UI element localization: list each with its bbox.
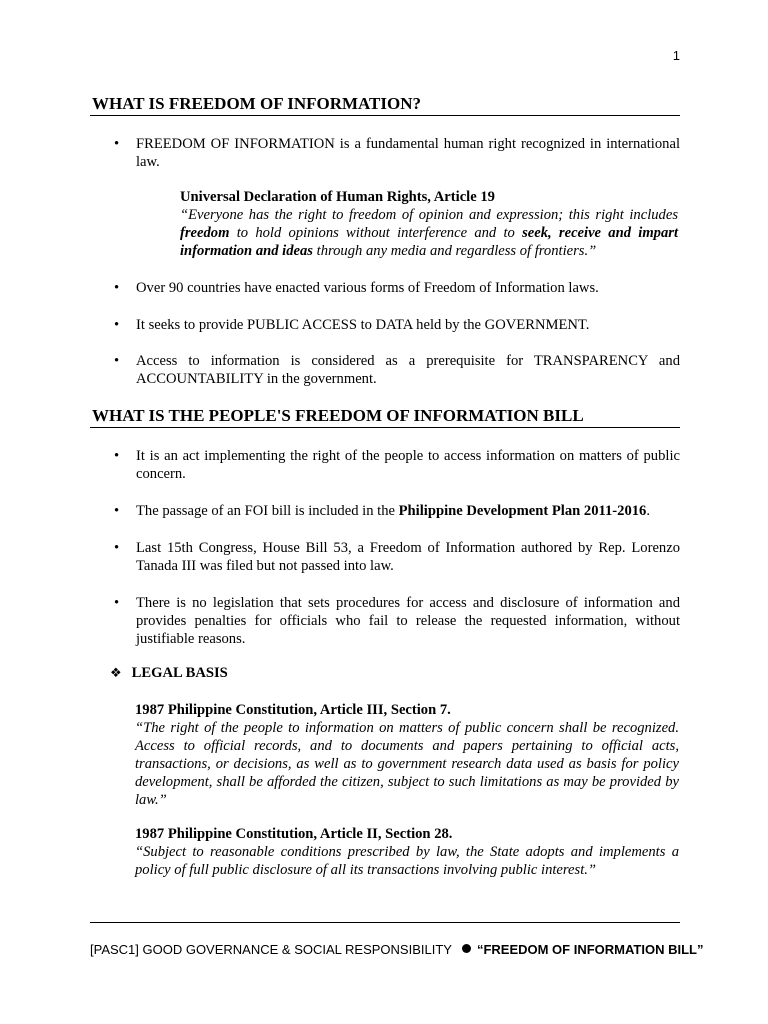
bullet-icon: • <box>114 595 120 611</box>
article-2-quote: “Subject to reasonable conditions prescribed by law, the State adopts and implements a policy of full public disclosure of all its transactions involving public interest.” <box>135 844 679 878</box>
bullet-icon: • <box>114 503 120 519</box>
list-item: • It seeks to provide PUBLIC ACCESS to DATA held by the GOVERNMENT. <box>114 317 590 333</box>
constitution-article-3-block <box>135 701 679 809</box>
four-diamond-bullet-icon: ❖ <box>110 666 122 681</box>
development-plan-name: Philippine Development Plan 2011-2016 <box>398 503 647 519</box>
bullet-icon: • <box>114 540 120 556</box>
footer-course-label: [PASC1] GOOD GOVERNANCE & SOCIAL RESPONSIBILITY <box>90 942 452 957</box>
article-2-title: 1987 Philippine Constitution, Article II, Section 28. <box>135 826 453 842</box>
bullet-icon: • <box>114 280 120 296</box>
footer-bullet-icon <box>462 944 471 953</box>
udhr-quote-block <box>180 188 678 260</box>
footer-document-title: “FREEDOM OF INFORMATION BILL” <box>476 942 704 957</box>
page-number: 1 <box>672 48 680 63</box>
list-item: • FREEDOM OF INFORMATION is a fundamental human right recognized in international law. <box>114 136 680 170</box>
list-item: • It is an act implementing the right of the people to access information on matters of public concern. <box>114 448 680 482</box>
bullet-icon: • <box>114 136 120 152</box>
list-item: • Over 90 countries have enacted various forms of Freedom of Information laws. <box>114 280 599 296</box>
section-heading-foi-bill: WHAT IS THE PEOPLE'S FREEDOM OF INFORMATION BILL <box>90 406 680 428</box>
page-footer <box>90 942 704 958</box>
list-item: • The passage of an FOI bill is included in the Philippine Development Plan 2011-2016. <box>114 503 650 519</box>
section-heading-freedom-of-information: WHAT IS FREEDOM OF INFORMATION? <box>90 94 680 116</box>
bullet-icon: • <box>114 353 120 369</box>
list-item: • Last 15th Congress, House Bill 53, a Freedom of Information authored by Rep. Lorenzo Tanada III was filed but not passed into law. <box>114 540 680 574</box>
list-item: • There is no legislation that sets procedures for access and disclosure of information and provides penalties for officials who fail to release the requested information, without justifiable reasons. <box>114 595 680 647</box>
legal-basis-heading: ❖ LEGAL BASIS <box>110 665 228 681</box>
bullet-icon: • <box>114 317 120 333</box>
footer-divider <box>90 922 680 923</box>
list-item: • Access to information is considered as a prerequisite for TRANSPARENCY and ACCOUNTABILITY in the government. <box>114 353 680 387</box>
article-3-quote: “The right of the people to information on matters of public concern shall be recognized. Access to official records, and to documents and papers pertaining to official acts, transactions, or decisions, as well as to government research data used as basis for policy development, shall be afforded the citizen, subject to such limitations as may be provided by law.” <box>135 720 679 808</box>
udhr-title: Universal Declaration of Human Rights, Article 19 <box>180 189 495 205</box>
udhr-quote: “Everyone has the right to freedom of opinion and expression; this right includes freedom to hold opinions without interference and to seek, receive and impart information and ideas through any media and regardless of frontiers.” <box>180 207 678 259</box>
constitution-article-2-block <box>135 825 679 879</box>
article-3-title: 1987 Philippine Constitution, Article III, Section 7. <box>135 702 451 718</box>
bullet-icon: • <box>114 448 120 464</box>
